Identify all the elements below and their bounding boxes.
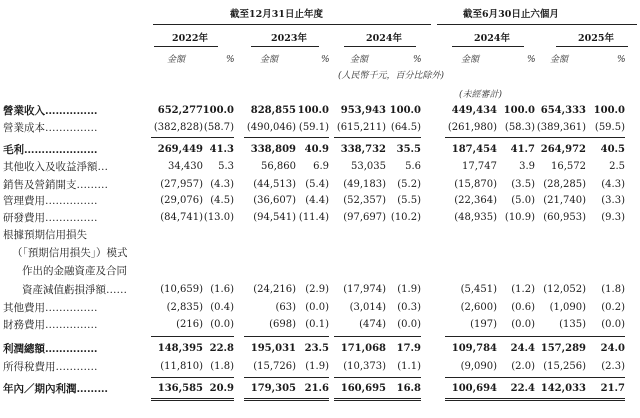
amount-cell: (63) (275, 302, 296, 313)
percent-cell: (10.2) (390, 212, 421, 223)
unaudited-note: (未經審計) (459, 90, 503, 100)
row-label: 年內／期內利潤……… (3, 383, 108, 395)
year-label: 2022年 (172, 33, 208, 44)
year-rule (251, 46, 319, 47)
row-label: 其他費用…………… (3, 302, 98, 314)
total-rule (445, 336, 535, 337)
total-rule (534, 377, 625, 378)
percent-cell: (1.8) (601, 284, 625, 295)
amount-column-header: 金額 (167, 55, 186, 65)
percent-column-header: % (226, 55, 235, 65)
header-six-months: 截至6月30日止六個月 (463, 9, 559, 20)
amount-cell: 953,943 (340, 105, 386, 116)
amount-cell: 449,434 (451, 105, 497, 116)
year-rule (556, 46, 628, 47)
amount-cell: (12,052) (543, 284, 586, 295)
row-label: 管理費用…………… (3, 195, 98, 207)
percent-cell: 2.5 (609, 161, 625, 172)
percent-cell: (0.3) (397, 302, 421, 313)
percent-cell: (5.0) (511, 195, 535, 206)
percent-cell: 24.4 (510, 343, 535, 354)
percent-cell: (5.2) (397, 179, 421, 190)
year-label: 2024年 (474, 33, 510, 44)
percent-cell: 35.5 (396, 144, 421, 155)
percent-cell: (4.4) (305, 195, 329, 206)
percent-cell: 16.8 (396, 383, 421, 394)
percent-cell: (1.9) (305, 361, 329, 372)
amount-cell: (52,357) (343, 195, 386, 206)
percent-cell: 6.9 (313, 161, 329, 172)
amount-cell: (44,513) (253, 179, 296, 190)
amount-cell: 179,305 (250, 383, 296, 394)
total-rule (334, 137, 421, 138)
amount-cell: (49,183) (343, 179, 386, 190)
amount-cell: 148,395 (157, 343, 203, 354)
amount-cell: 100,694 (451, 383, 497, 394)
percent-cell: (4.3) (210, 179, 234, 190)
percent-cell: (3.3) (601, 195, 625, 206)
amount-cell: (27,957) (160, 179, 203, 190)
amount-cell: (615,211) (336, 122, 386, 133)
row-label: 其他收入及收益淨額… (3, 161, 108, 173)
total-rule (151, 137, 234, 138)
total-rule (334, 336, 421, 337)
row-label: 財務費用…………… (3, 319, 98, 331)
amount-cell: (28,285) (543, 179, 586, 190)
amount-cell: (216) (176, 319, 203, 330)
percent-cell: (10.9) (504, 212, 535, 223)
total-rule (445, 137, 535, 138)
amount-cell: (48,935) (454, 212, 497, 223)
year-rule (344, 46, 416, 47)
percent-cell: 5.6 (405, 161, 421, 172)
amount-cell: 654,333 (540, 105, 586, 116)
amount-cell: (15,726) (253, 361, 296, 372)
amount-cell: (3,014) (349, 302, 386, 313)
row-label: 根據預期信用損失 (3, 229, 87, 241)
percent-cell: 22.8 (209, 343, 234, 354)
amount-cell: (11,810) (160, 361, 203, 372)
percent-cell: 20.9 (209, 383, 234, 394)
row-label: 研發費用…………… (3, 212, 98, 224)
percent-cell: 41.7 (510, 144, 535, 155)
percent-cell: (58.3) (504, 122, 535, 133)
percent-cell: (59.1) (298, 122, 329, 133)
amount-cell: 828,855 (250, 105, 296, 116)
percent-cell: 22.4 (510, 383, 535, 394)
percent-cell: 100.0 (593, 105, 625, 116)
percent-cell: (2.3) (601, 361, 625, 372)
amount-cell: (490,046) (246, 122, 296, 133)
percent-cell: (0.6) (511, 302, 535, 313)
amount-cell: (17,974) (343, 284, 386, 295)
amount-cell: 338,732 (340, 144, 386, 155)
percent-cell: (9.3) (601, 212, 625, 223)
year-label: 2024年 (366, 33, 402, 44)
amount-cell: (21,740) (543, 195, 586, 206)
amount-cell: 338,809 (250, 144, 296, 155)
percent-cell: 5.3 (218, 161, 234, 172)
total-rule (151, 336, 234, 337)
total-rule (244, 137, 329, 138)
amount-cell: (698) (269, 319, 296, 330)
amount-cell: 53,035 (351, 161, 386, 172)
amount-cell: 264,972 (540, 144, 586, 155)
total-rule (445, 398, 535, 401)
amount-cell: (24,216) (253, 284, 296, 295)
percent-cell: (0.0) (305, 302, 329, 313)
total-rule (334, 398, 421, 401)
total-rule (534, 398, 625, 401)
percent-cell: (11.4) (298, 212, 329, 223)
amount-cell: (5,451) (460, 284, 497, 295)
percent-cell: 40.5 (600, 144, 625, 155)
amount-cell: (94,541) (253, 212, 296, 223)
percent-cell: 100.0 (297, 105, 329, 116)
amount-column-header: 金額 (461, 55, 480, 65)
row-label: 銷售及營銷開支……… (3, 179, 108, 191)
amount-cell: (2,600) (460, 302, 497, 313)
percent-cell: 100.0 (202, 105, 234, 116)
amount-cell: (2,835) (166, 302, 203, 313)
percent-cell: 24.0 (600, 343, 625, 354)
amount-cell: 16,572 (551, 161, 586, 172)
row-label: 作出的金融資產及合同 (22, 265, 127, 277)
amount-cell: (15,256) (543, 361, 586, 372)
percent-cell: (59.5) (594, 122, 625, 133)
percent-cell: (13.0) (203, 212, 234, 223)
amount-column-header: 金額 (550, 55, 569, 65)
percent-column-header: % (321, 55, 330, 65)
total-rule (151, 377, 234, 378)
amount-cell: (1,090) (549, 302, 586, 313)
amount-cell: 142,033 (540, 383, 586, 394)
percent-cell: (4.5) (210, 195, 234, 206)
percent-cell: (0.0) (601, 319, 625, 330)
total-rule (244, 336, 329, 337)
percent-cell: 3.9 (519, 161, 535, 172)
amount-cell: 195,031 (250, 343, 296, 354)
percent-cell: (1.9) (397, 284, 421, 295)
year-label: 2023年 (271, 33, 307, 44)
total-rule (334, 377, 421, 378)
amount-cell: (9,090) (460, 361, 497, 372)
percent-cell: (3.5) (511, 179, 535, 190)
amount-cell: (261,980) (447, 122, 497, 133)
percent-cell: (0.4) (210, 302, 234, 313)
total-rule (151, 398, 234, 401)
percent-cell: (0.1) (305, 319, 329, 330)
amount-cell: (135) (559, 319, 586, 330)
row-label: 毛利………………… (3, 144, 98, 156)
year-rule (452, 46, 524, 47)
amount-cell: 171,068 (340, 343, 386, 354)
amount-cell: 56,860 (261, 161, 296, 172)
amount-cell: (474) (359, 319, 386, 330)
percent-cell: (58.7) (203, 122, 234, 133)
header-rule-six-months (437, 24, 637, 25)
row-label: 營業收入…………… (3, 105, 98, 117)
percent-cell: (2.0) (511, 361, 535, 372)
total-rule (445, 377, 535, 378)
amount-cell: 17,747 (462, 161, 497, 172)
amount-cell: 269,449 (157, 144, 203, 155)
percent-cell: (1.8) (210, 361, 234, 372)
header-year-end: 截至12月31日止年度 (230, 9, 323, 20)
total-rule (244, 377, 329, 378)
percent-cell: 21.7 (600, 383, 625, 394)
percent-cell: 23.5 (304, 343, 329, 354)
percent-cell: 21.6 (304, 383, 329, 394)
amount-cell: 34,430 (168, 161, 203, 172)
row-label: 營業成本…………… (3, 122, 98, 134)
header-rule-year-end (153, 24, 431, 25)
amount-cell: (60,953) (543, 212, 586, 223)
row-label: 利潤總額…………… (3, 343, 98, 355)
amount-cell: (197) (470, 319, 497, 330)
percent-cell: (0.2) (601, 302, 625, 313)
percent-cell: 17.9 (396, 343, 421, 354)
amount-column-header: 金額 (260, 55, 279, 65)
row-label: 資產減值虧損淨額…… (22, 284, 127, 296)
row-label: （「預期信用損失」）模式 (12, 247, 128, 259)
percent-cell: (0.0) (210, 319, 234, 330)
percent-cell: 40.9 (304, 144, 329, 155)
percent-cell: (0.0) (397, 319, 421, 330)
amount-cell: 136,585 (157, 383, 203, 394)
amount-cell: (29,076) (160, 195, 203, 206)
percent-cell: 100.0 (389, 105, 421, 116)
percent-column-header: % (617, 55, 626, 65)
percent-column-header: % (413, 55, 422, 65)
percent-cell: (5.4) (305, 179, 329, 190)
percent-cell: 41.3 (209, 144, 234, 155)
total-rule (244, 398, 329, 401)
amount-cell: (84,741) (160, 212, 203, 223)
amount-cell: 160,695 (340, 383, 386, 394)
amount-column-header: 金額 (350, 55, 369, 65)
amount-cell: (10,659) (160, 284, 203, 295)
amount-cell: 652,277 (157, 105, 203, 116)
percent-cell: (2.9) (305, 284, 329, 295)
year-label: 2025年 (578, 33, 614, 44)
total-rule (534, 336, 625, 337)
percent-cell: (64.5) (390, 122, 421, 133)
amount-cell: (382,828) (153, 122, 203, 133)
percent-cell: (1.6) (210, 284, 234, 295)
percent-cell: (5.5) (397, 195, 421, 206)
percent-cell: (1.2) (511, 284, 535, 295)
unit-note: (人民幣千元，百分比除外) (338, 71, 445, 81)
amount-cell: (10,373) (343, 361, 386, 372)
amount-cell: (15,870) (454, 179, 497, 190)
row-label: 所得稅費用………… (3, 361, 98, 373)
amount-cell: 109,784 (451, 343, 497, 354)
percent-cell: (0.0) (511, 319, 535, 330)
total-rule (534, 137, 625, 138)
amount-cell: (389,361) (536, 122, 586, 133)
percent-cell: (1.1) (397, 361, 421, 372)
percent-column-header: % (527, 55, 536, 65)
percent-cell: 100.0 (503, 105, 535, 116)
amount-cell: (97,697) (343, 212, 386, 223)
amount-cell: 157,289 (540, 343, 586, 354)
amount-cell: (22,364) (454, 195, 497, 206)
year-rule (154, 46, 218, 47)
amount-cell: (36,607) (253, 195, 296, 206)
amount-cell: 187,454 (451, 144, 497, 155)
percent-cell: (4.3) (601, 179, 625, 190)
